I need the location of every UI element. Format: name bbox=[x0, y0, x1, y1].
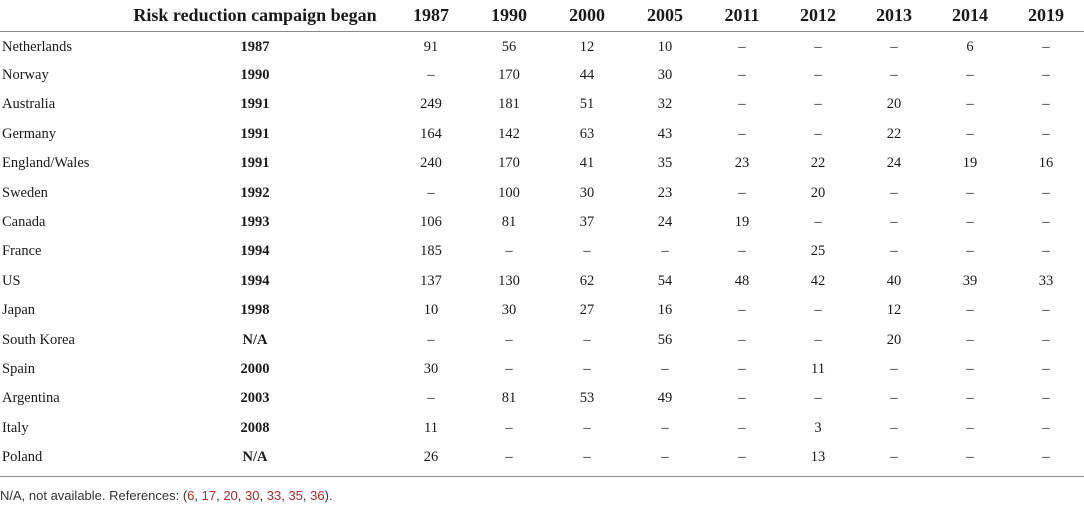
reference-link[interactable]: 36 bbox=[310, 488, 325, 503]
value-cell: – bbox=[890, 390, 898, 407]
value-cell: 43 bbox=[657, 125, 673, 142]
footnote-references bbox=[187, 488, 324, 503]
table-row bbox=[0, 90, 1084, 119]
value-cell: – bbox=[1042, 390, 1050, 407]
value-cell: 100 bbox=[498, 184, 520, 201]
value-cell: – bbox=[966, 390, 974, 407]
value-cell: – bbox=[427, 390, 435, 407]
value-cell: 12 bbox=[886, 302, 902, 319]
campaign-year-cell: 1993 bbox=[240, 214, 270, 231]
country-cell: Italy bbox=[2, 419, 29, 436]
value-cell: 249 bbox=[420, 96, 442, 113]
table-row bbox=[0, 414, 1084, 443]
value-cell: – bbox=[738, 449, 746, 466]
campaign-year-cell: 1998 bbox=[240, 302, 270, 319]
value-cell: – bbox=[1042, 125, 1050, 142]
table-row bbox=[0, 61, 1084, 90]
reference-separator: , bbox=[281, 488, 289, 503]
value-cell: – bbox=[890, 214, 898, 231]
country-cell: Sweden bbox=[2, 184, 48, 201]
value-cell: – bbox=[890, 419, 898, 436]
value-cell: – bbox=[890, 184, 898, 201]
campaign-year-cell: N/A bbox=[242, 449, 268, 466]
value-cell: 32 bbox=[657, 96, 673, 113]
value-cell: 30 bbox=[423, 360, 439, 377]
table-row bbox=[0, 384, 1084, 413]
country-cell: Australia bbox=[2, 96, 56, 113]
campaign-year-cell: 1991 bbox=[240, 125, 270, 142]
value-cell: – bbox=[966, 331, 974, 348]
header-cell-year: 2012 bbox=[780, 0, 856, 32]
value-cell: – bbox=[966, 449, 974, 466]
table-row bbox=[0, 237, 1084, 266]
footnote-prefix: N/A, not available. References: ( bbox=[0, 488, 188, 503]
value-cell: 39 bbox=[962, 272, 978, 289]
value-cell: – bbox=[738, 302, 746, 319]
value-cell: 181 bbox=[498, 96, 520, 113]
value-cell: – bbox=[583, 449, 591, 466]
country-cell: England/Wales bbox=[2, 155, 90, 172]
value-cell: 12 bbox=[579, 39, 595, 56]
reference-link[interactable]: 17 bbox=[201, 488, 217, 503]
value-cell: 10 bbox=[657, 39, 673, 56]
value-cell: 240 bbox=[420, 155, 442, 172]
value-cell: – bbox=[966, 243, 974, 260]
table-row bbox=[0, 355, 1084, 384]
header-cell-year: 1987 bbox=[392, 0, 470, 32]
value-cell: – bbox=[1042, 331, 1050, 348]
country-cell: Argentina bbox=[2, 390, 60, 407]
value-cell: 185 bbox=[420, 243, 442, 260]
value-cell: – bbox=[966, 184, 974, 201]
value-cell: – bbox=[890, 360, 898, 377]
table-row bbox=[0, 267, 1084, 296]
reference-link[interactable]: 33 bbox=[266, 488, 282, 503]
value-cell: – bbox=[966, 302, 974, 319]
campaign-year-cell: 1994 bbox=[240, 243, 270, 260]
value-cell: 44 bbox=[579, 67, 595, 84]
value-cell: – bbox=[738, 419, 746, 436]
value-cell: 10 bbox=[423, 302, 439, 319]
reference-separator: , bbox=[237, 488, 246, 503]
value-cell: – bbox=[583, 419, 591, 436]
reference-separator: , bbox=[216, 488, 224, 503]
value-cell: – bbox=[661, 449, 669, 466]
country-cell: Netherlands bbox=[2, 39, 73, 56]
value-cell: – bbox=[1042, 419, 1050, 436]
value-cell: 142 bbox=[498, 125, 520, 142]
value-cell: – bbox=[505, 449, 513, 466]
value-cell: – bbox=[427, 331, 435, 348]
value-cell: 20 bbox=[886, 331, 902, 348]
value-cell: – bbox=[1042, 39, 1050, 56]
value-cell: – bbox=[890, 449, 898, 466]
table-row bbox=[0, 325, 1084, 354]
table-row bbox=[0, 296, 1084, 325]
value-cell: – bbox=[890, 67, 898, 84]
value-cell: 91 bbox=[423, 39, 439, 56]
value-cell: – bbox=[1042, 96, 1050, 113]
header-cell-year: 1990 bbox=[470, 0, 548, 32]
campaign-year-cell: 2000 bbox=[240, 360, 270, 377]
value-cell: 11 bbox=[424, 419, 438, 436]
value-cell: – bbox=[966, 67, 974, 84]
reference-link[interactable]: 6 bbox=[187, 488, 195, 503]
value-cell: 49 bbox=[657, 390, 673, 407]
value-cell: 20 bbox=[886, 96, 902, 113]
value-cell: 170 bbox=[498, 67, 520, 84]
reference-separator: , bbox=[259, 488, 267, 503]
value-cell: – bbox=[1042, 360, 1050, 377]
value-cell: – bbox=[814, 39, 822, 56]
table-header bbox=[0, 0, 1084, 32]
footnote-suffix: ). bbox=[324, 488, 333, 503]
country-cell: Germany bbox=[2, 125, 56, 142]
reference-separator: , bbox=[302, 488, 311, 503]
campaign-year-cell: 1994 bbox=[240, 272, 270, 289]
table-body bbox=[0, 32, 1084, 473]
value-cell: – bbox=[1042, 449, 1050, 466]
value-cell: 40 bbox=[886, 272, 902, 289]
value-cell: – bbox=[966, 419, 974, 436]
value-cell: 20 bbox=[810, 184, 826, 201]
value-cell: 33 bbox=[1038, 272, 1054, 289]
value-cell: 23 bbox=[657, 184, 673, 201]
value-cell: – bbox=[890, 39, 898, 56]
value-cell: – bbox=[738, 243, 746, 260]
value-cell: 3 bbox=[814, 419, 822, 436]
value-cell: 137 bbox=[420, 272, 442, 289]
value-cell: – bbox=[966, 96, 974, 113]
value-cell: 19 bbox=[962, 155, 978, 172]
value-cell: – bbox=[966, 125, 974, 142]
value-cell: – bbox=[1042, 214, 1050, 231]
campaign-year-cell: 1992 bbox=[240, 184, 270, 201]
table-footnote bbox=[0, 488, 333, 503]
country-cell: Poland bbox=[2, 449, 43, 466]
value-cell: 11 bbox=[811, 360, 825, 377]
table-row bbox=[0, 178, 1084, 207]
value-cell: – bbox=[738, 184, 746, 201]
value-cell: – bbox=[1042, 243, 1050, 260]
campaign-year-cell: 2008 bbox=[240, 419, 270, 436]
value-cell: 130 bbox=[498, 272, 520, 289]
header-cell-year: 2011 bbox=[704, 0, 780, 32]
value-cell: 42 bbox=[810, 272, 826, 289]
value-cell: – bbox=[966, 360, 974, 377]
value-cell: 81 bbox=[501, 214, 517, 231]
value-cell: – bbox=[583, 360, 591, 377]
value-cell: 48 bbox=[734, 272, 750, 289]
value-cell: – bbox=[738, 39, 746, 56]
value-cell: – bbox=[814, 96, 822, 113]
campaign-year-cell: 1990 bbox=[240, 67, 270, 84]
campaign-year-cell: N/A bbox=[242, 331, 268, 348]
reference-link[interactable]: 30 bbox=[245, 488, 260, 503]
campaign-year-cell: 2003 bbox=[240, 390, 270, 407]
value-cell: – bbox=[814, 302, 822, 319]
value-cell: 30 bbox=[501, 302, 517, 319]
header-cell-year: 2000 bbox=[548, 0, 626, 32]
value-cell: – bbox=[1042, 67, 1050, 84]
value-cell: – bbox=[814, 67, 822, 84]
reference-link[interactable]: 20 bbox=[223, 488, 238, 503]
value-cell: 51 bbox=[579, 96, 595, 113]
country-cell: South Korea bbox=[2, 331, 75, 348]
country-cell: Spain bbox=[2, 360, 36, 377]
value-cell: 24 bbox=[886, 155, 902, 172]
value-cell: – bbox=[505, 243, 513, 260]
value-cell: 27 bbox=[579, 302, 595, 319]
value-cell: – bbox=[1042, 184, 1050, 201]
value-cell: – bbox=[814, 390, 822, 407]
value-cell: 37 bbox=[579, 214, 595, 231]
reference-link[interactable]: 35 bbox=[288, 488, 303, 503]
value-cell: – bbox=[814, 214, 822, 231]
table-bottom-rule bbox=[0, 476, 1084, 477]
country-cell: US bbox=[2, 272, 21, 289]
campaign-year-cell: 1987 bbox=[240, 39, 270, 56]
country-cell: Japan bbox=[2, 302, 36, 319]
value-cell: 106 bbox=[420, 214, 442, 231]
value-cell: – bbox=[505, 360, 513, 377]
value-cell: – bbox=[738, 125, 746, 142]
value-cell: 24 bbox=[657, 214, 673, 231]
value-cell: 30 bbox=[579, 184, 595, 201]
value-cell: 13 bbox=[810, 449, 826, 466]
value-cell: – bbox=[738, 67, 746, 84]
header-cell-blank bbox=[0, 0, 118, 32]
value-cell: – bbox=[427, 67, 435, 84]
country-cell: Canada bbox=[2, 214, 46, 231]
value-cell: 23 bbox=[734, 155, 750, 172]
value-cell: – bbox=[738, 96, 746, 113]
value-cell: 53 bbox=[579, 390, 595, 407]
value-cell: 19 bbox=[734, 214, 750, 231]
table-row bbox=[0, 32, 1084, 61]
value-cell: 22 bbox=[886, 125, 902, 142]
value-cell: – bbox=[661, 243, 669, 260]
value-cell: – bbox=[966, 214, 974, 231]
value-cell: – bbox=[661, 360, 669, 377]
table-row bbox=[0, 120, 1084, 149]
header-cell-year: 2005 bbox=[626, 0, 704, 32]
value-cell: 22 bbox=[810, 155, 826, 172]
campaign-year-cell: 1991 bbox=[240, 155, 270, 172]
value-cell: – bbox=[814, 125, 822, 142]
value-cell: 81 bbox=[501, 390, 517, 407]
value-cell: – bbox=[583, 331, 591, 348]
value-cell: 30 bbox=[657, 67, 673, 84]
campaign-year-cell: 1991 bbox=[240, 96, 270, 113]
value-cell: 16 bbox=[1038, 155, 1054, 172]
country-cell: France bbox=[2, 243, 42, 260]
value-cell: 16 bbox=[657, 302, 673, 319]
value-cell: 56 bbox=[657, 331, 673, 348]
value-cell: – bbox=[738, 331, 746, 348]
header-cell-year: 2019 bbox=[1008, 0, 1084, 32]
value-cell: 164 bbox=[420, 125, 442, 142]
value-cell: 54 bbox=[657, 272, 673, 289]
header-cell-year: 2013 bbox=[856, 0, 932, 32]
country-cell: Norway bbox=[2, 67, 49, 84]
table-row bbox=[0, 149, 1084, 178]
reference-separator: , bbox=[194, 488, 202, 503]
value-cell: 6 bbox=[966, 39, 974, 56]
value-cell: – bbox=[890, 243, 898, 260]
value-cell: – bbox=[1042, 302, 1050, 319]
value-cell: 25 bbox=[810, 243, 826, 260]
value-cell: – bbox=[583, 243, 591, 260]
value-cell: 63 bbox=[579, 125, 595, 142]
value-cell: – bbox=[661, 419, 669, 436]
value-cell: 62 bbox=[579, 272, 595, 289]
value-cell: 56 bbox=[501, 39, 517, 56]
value-cell: – bbox=[427, 184, 435, 201]
value-cell: – bbox=[738, 360, 746, 377]
value-cell: – bbox=[738, 390, 746, 407]
value-cell: – bbox=[505, 331, 513, 348]
value-cell: 41 bbox=[579, 155, 595, 172]
table-row bbox=[0, 443, 1084, 472]
value-cell: 170 bbox=[498, 155, 520, 172]
header-cell-campaign: Risk reduction campaign began bbox=[118, 0, 392, 32]
value-cell: 26 bbox=[423, 449, 439, 466]
value-cell: – bbox=[814, 331, 822, 348]
value-cell: 35 bbox=[657, 155, 673, 172]
header-cell-year: 2014 bbox=[932, 0, 1008, 32]
header-row bbox=[0, 0, 1084, 32]
table-row bbox=[0, 208, 1084, 237]
value-cell: – bbox=[505, 419, 513, 436]
